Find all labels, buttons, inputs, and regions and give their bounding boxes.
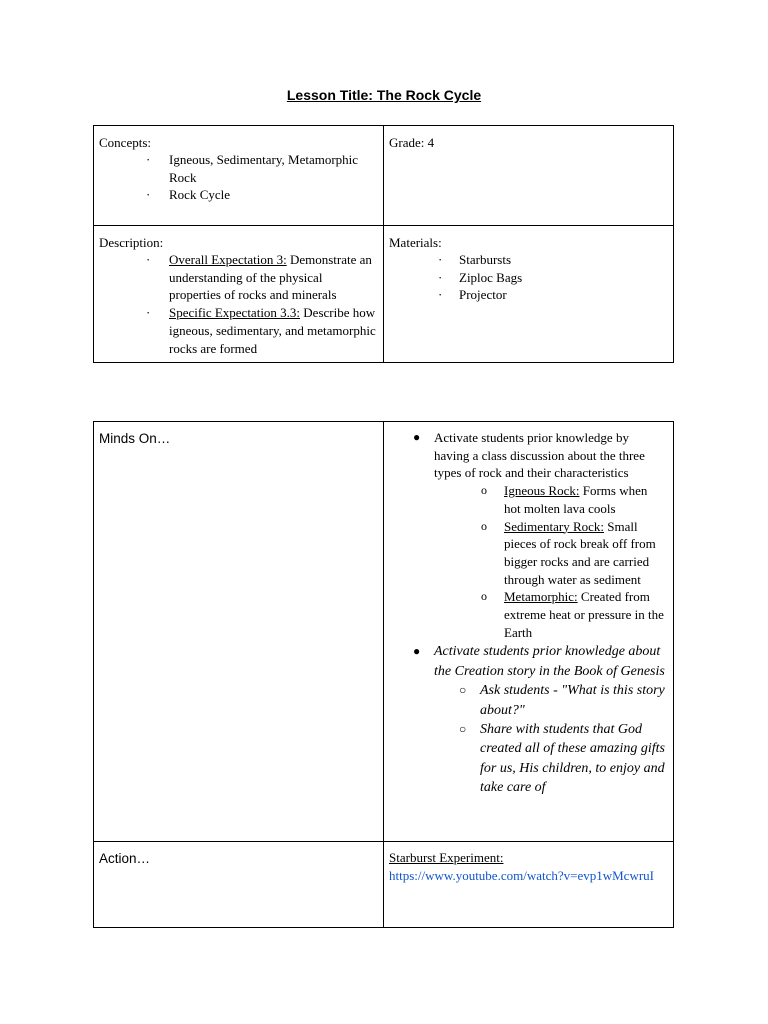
rock-type-name: Sedimentary Rock: <box>504 518 605 534</box>
list-item: ● Activate students prior knowledge by having a class discussion about the three types of rock and their characteristics <box>413 430 645 481</box>
minds-on-label: Minds On… <box>99 431 171 446</box>
minds-on-label-cell <box>94 422 384 842</box>
list-item: · Starbursts <box>438 252 511 267</box>
grade-cell <box>384 126 674 226</box>
materials-list <box>384 251 673 304</box>
dot-marker: · <box>146 252 151 267</box>
hollow-circle-marker: ○ <box>459 683 467 698</box>
action-content-cell <box>384 842 674 928</box>
lesson-title: Lesson Title: The Rock Cycle <box>286 87 482 103</box>
minds-on-content-cell <box>384 422 674 842</box>
expectation-title: Specific Expectation 3.3: <box>169 305 301 321</box>
concepts-cell <box>94 126 384 226</box>
list-item: · Rock Cycle <box>146 187 231 203</box>
expectation-title: Overall Expectation 3: <box>169 252 287 267</box>
video-link[interactable]: https://www.youtube.com/watch?v=evp1wMcwruI <box>389 867 654 883</box>
list-item: ● Activate students prior knowledge about the Creation story in the Book of Genesis <box>413 644 665 679</box>
description-cell <box>94 226 384 363</box>
grade-label: Grade: 4 <box>389 135 435 150</box>
materials-label: Materials: <box>389 235 442 250</box>
action-label: Action… <box>99 851 151 866</box>
list-item: o Metamorphic: Created from extreme heat or pressure in the Earth <box>481 589 664 640</box>
list-item: · Specific Expectation 3.3: Describe how igneous, sedimentary, and metamorphic rocks are formed <box>146 305 376 356</box>
lesson-plan-table <box>93 421 674 928</box>
list-item: · Projector <box>438 287 507 303</box>
circle-marker: o <box>481 483 487 498</box>
list-item: · Ziploc Bags <box>438 269 523 285</box>
dot-marker: · <box>438 252 443 267</box>
list-item: · Overall Expectation 3: Demonstrate an understanding of the physical properties of rocks and minerals <box>146 252 372 303</box>
list-item: ○ Ask students - "What is this story about?" <box>459 683 665 718</box>
description-label: Description: <box>99 235 164 250</box>
list-item: o Igneous Rock: Forms when hot molten lava cools <box>481 483 648 516</box>
hollow-circle-marker: ○ <box>459 722 467 737</box>
action-label-cell <box>94 842 384 928</box>
list-item: · Igneous, Sedimentary, Metamorphic Rock <box>146 152 359 185</box>
list-item: o Sedimentary Rock: Small pieces of rock break off from bigger rocks and are carried through water as sediment <box>481 518 656 587</box>
dot-marker: · <box>438 287 443 303</box>
circle-marker: o <box>481 518 487 533</box>
dot-marker: · <box>146 187 151 203</box>
rock-type-name: Igneous Rock: <box>504 483 580 499</box>
lesson-info-table <box>93 125 674 363</box>
dot-marker: · <box>146 305 151 321</box>
concepts-list <box>94 151 383 204</box>
list-item: ○ Share with students that God created all of these amazing gifts for us, His children, to enjoy and take care of <box>459 722 665 796</box>
circle-marker: o <box>481 589 487 604</box>
bullet-marker: ● <box>413 430 421 444</box>
experiment-title: Starburst Experiment: <box>389 850 504 865</box>
description-list <box>94 251 383 357</box>
materials-cell <box>384 226 674 363</box>
rock-type-name: Metamorphic: <box>504 589 578 605</box>
dot-marker: · <box>146 152 151 167</box>
concepts-label: Concepts: <box>99 135 151 150</box>
bullet-marker: ● <box>413 644 421 659</box>
dot-marker: · <box>438 269 443 285</box>
